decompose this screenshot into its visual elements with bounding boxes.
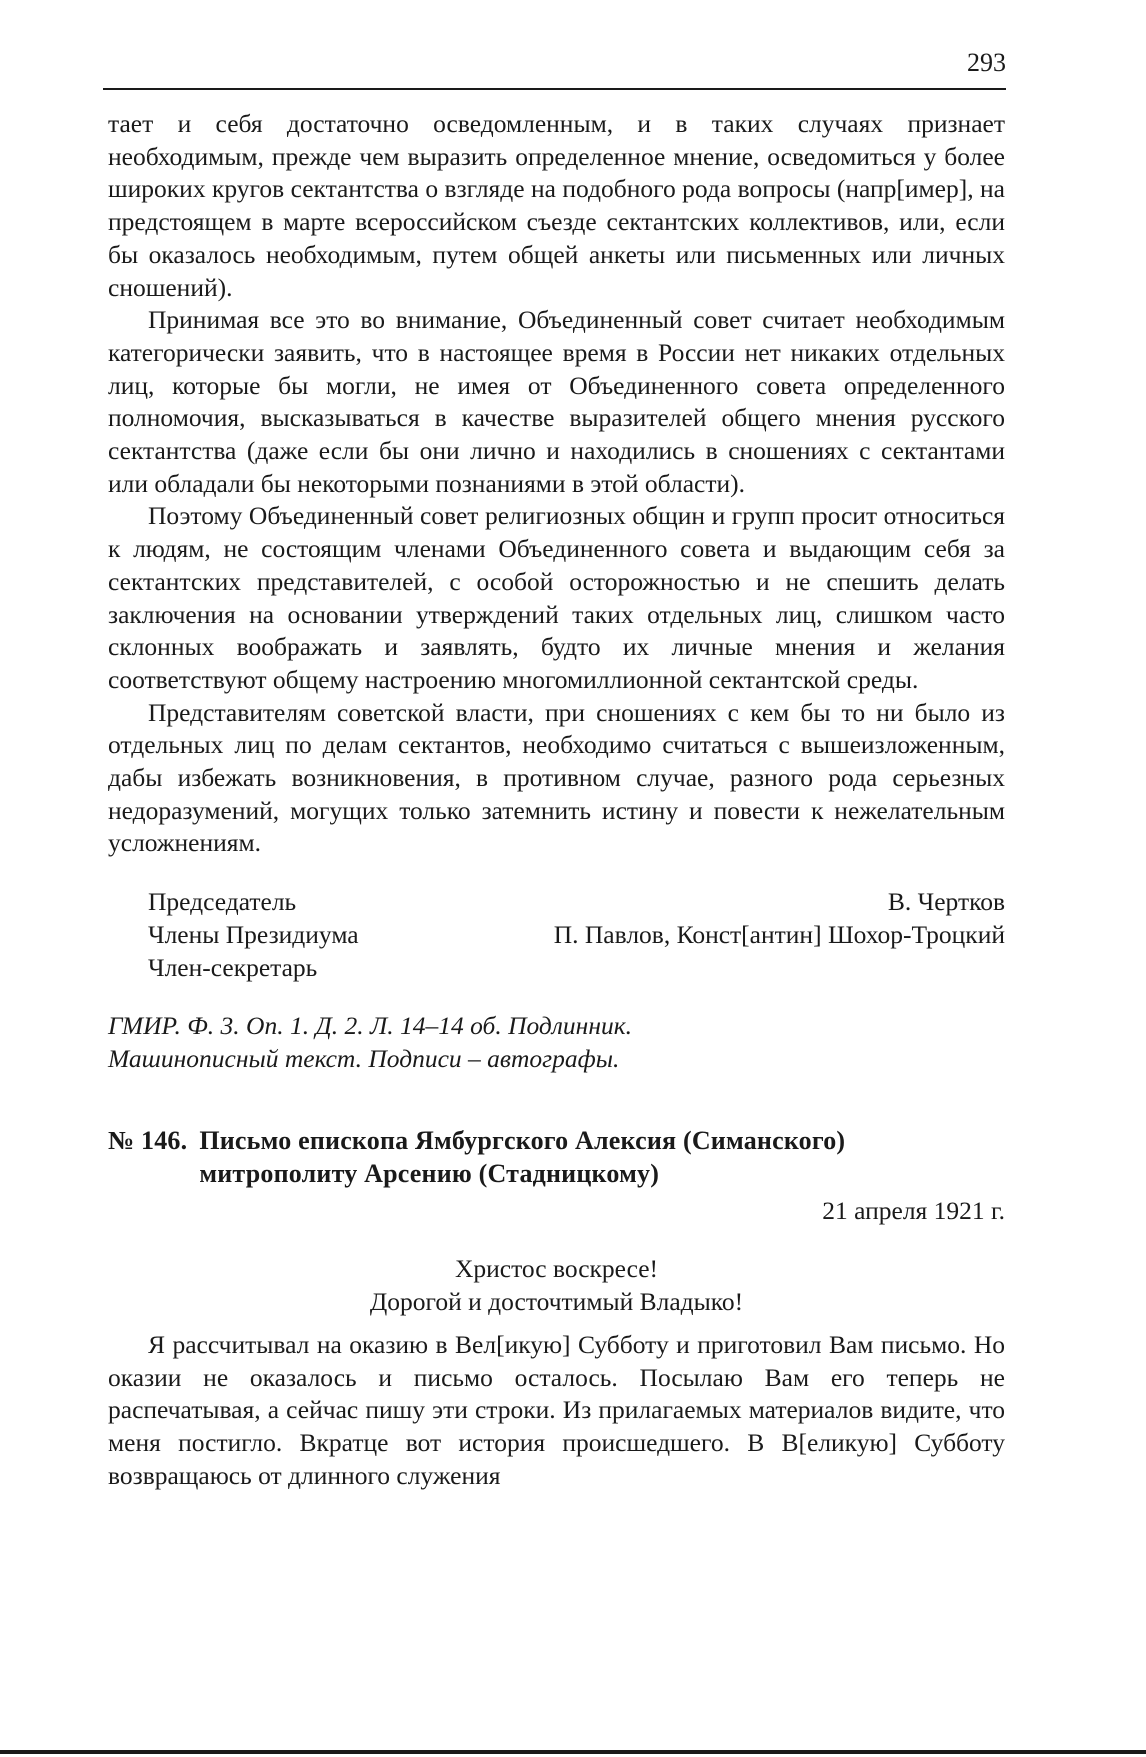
signature-role: Председатель (148, 887, 297, 917)
archival-source (108, 1010, 1005, 1075)
signature-role: Члены Президиума (148, 919, 359, 949)
source-line: Машинописный текст. Подписи – автографы. (108, 1043, 620, 1073)
paragraph: Представителям советской власти, при сношениях с кем бы то ни было из отдельных лиц по делам сектантов, необходимо считаться с вышеизложенным, дабы избежать возникновения, в противном случае, разного рода серьезных недоразумений, могущих только затемнить истину и повести к нежелательным усложнениям. (108, 697, 1005, 858)
signature-row (148, 919, 1005, 952)
paragraph: Принимая все это во внимание, Объединенный совет считает необходимым категорически заявить, что в настоящее время в России нет никаких отдельных лиц, которые бы могли, не имея от Объединенного совета определенного полномочия, высказываться в качестве выразителей общего мнения русского сектантства (даже если бы они лично и находились в сношениях с сектантами или обладали бы некоторыми познаниями в этой области). (108, 305, 1005, 498)
bottom-edge-rule (0, 1750, 1146, 1754)
document-date: 21 апреля 1921 г. (822, 1195, 1005, 1225)
page-number: 293 (967, 48, 1006, 77)
source-line: ГМИР. Ф. 3. Оп. 1. Д. 2. Л. 14–14 об. Подлинник. (108, 1011, 633, 1041)
salutation (108, 1253, 1005, 1318)
signature-name: В. Чертков (887, 887, 1005, 917)
document-title: Письмо епископа Ямбургского Алексия (Симанского) митрополиту Арсению (Стадницкому) (199, 1125, 846, 1188)
signature-block (108, 886, 1005, 984)
paragraph: тает и себя достаточно осведомленным, и в таких случаях признает необходимым, прежде чем выразить определенное мнение, осведомиться у более широких кругов сектантства о взгляде на подобного рода вопросы (напр[имер], на предстоящем в марте всероссийском съезде сектантских коллективов, или, если бы оказалось необходимым, путем общей анкеты или письменных или личных сношений). (108, 109, 1005, 302)
signature-name: П. Павлов, Конст[антин] Шохор-Троцкий (553, 919, 1005, 949)
salutation-line: Дорогой и досточтимый Владыко! (369, 1287, 744, 1317)
signature-row (148, 952, 1005, 985)
document-heading (108, 1124, 1005, 1190)
paragraph: Поэтому Объединенный совет религиозных общин и групп просит относиться к людям, не состоящим членами Объединенного совета и выдающим себя за сектантских представителей, с особой осторожностью и не спешить делать заключения на основании утверждений таких отдельных лиц, слишком часто склонных воображать и заявлять, будто их личные мнения и желания соответствуют общему настроению многомиллионной сектантской среды. (108, 501, 1005, 694)
signature-role: Член-секретарь (148, 952, 318, 982)
header-rule (103, 88, 1006, 90)
document-number: № 146. (108, 1125, 188, 1155)
salutation-line: Христос воскресе! (454, 1254, 659, 1284)
letter-body: Я рассчитывал на оказию в Вел[икую] Субботу и приготовил Вам письмо. Но оказии не оказалось и письмо осталось. Посылаю Вам его теперь не распечатывая, а сейчас пишу эти строки. Из прилагаемых материалов видите, что меня постигло. Вкратце вот история происшедшего. В В[еликую] Субботу возвращаюсь от длинного служения (108, 1329, 1005, 1490)
page-content (108, 108, 1005, 1492)
signature-row (148, 886, 1005, 919)
